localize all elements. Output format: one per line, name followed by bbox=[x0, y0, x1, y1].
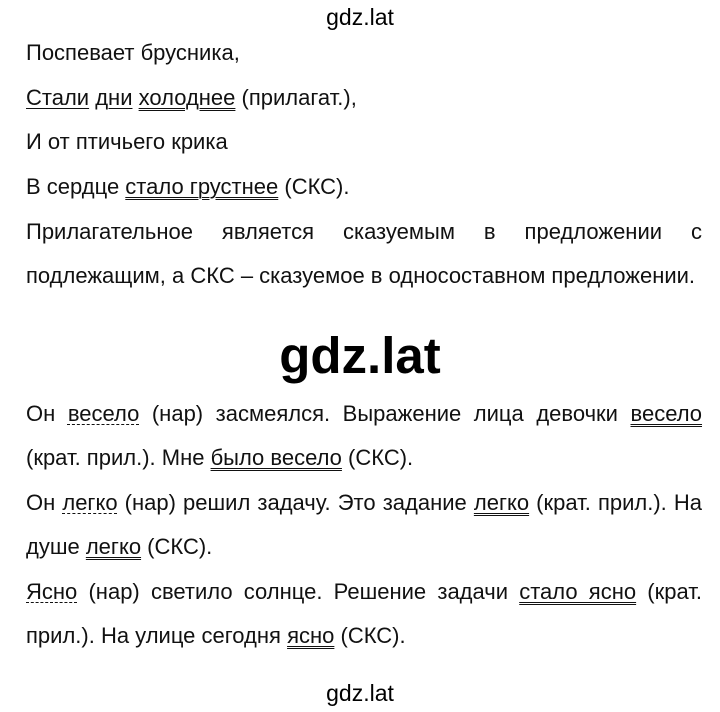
poem-line-2-note: (прилагат.), bbox=[235, 85, 357, 110]
predicate-phrase: было весело bbox=[210, 445, 342, 470]
poem-line-1: Поспевает брусника, bbox=[26, 40, 240, 65]
poem-line-2 bbox=[26, 85, 702, 111]
watermark-middle: gdz.lat bbox=[279, 327, 441, 384]
poem-line-4-note: (СКС). bbox=[278, 174, 350, 199]
text-segment: (нар) засмеялся. Выражение лица девочки bbox=[139, 401, 631, 426]
explanation-paragraph: Прилагательное является сказуемым в предложении с подлежащим, а СКС – сказуемое в односоставном предложении. bbox=[26, 219, 702, 288]
subject-word: дни bbox=[95, 85, 133, 110]
text-segment: (крат. прил.). Мне bbox=[26, 445, 211, 470]
text-segment: (нар) светило солнце. Решение задачи bbox=[77, 579, 520, 604]
predicate-word: легко bbox=[85, 534, 142, 559]
short-adjective-phrase: стало ясно bbox=[519, 579, 637, 604]
subject-word: Стали bbox=[26, 85, 90, 110]
adverb-word: весело bbox=[67, 401, 140, 426]
adverb-word: Ясно bbox=[26, 579, 78, 604]
watermark-bottom: gdz.lat bbox=[326, 680, 394, 706]
text-segment: (СКС). bbox=[334, 623, 406, 648]
text-segment: (крат. прил.). На улице сегодня bbox=[26, 579, 702, 648]
text-segment: (крат. прил.). На душе bbox=[26, 490, 703, 559]
text-segment: (нар) решил задачу. Это задание bbox=[117, 490, 474, 515]
watermark-top: gdz.lat bbox=[326, 4, 394, 30]
adverb-word: легко bbox=[62, 490, 118, 515]
example-paragraph-2 bbox=[26, 481, 702, 569]
poem-line-4 bbox=[26, 174, 702, 200]
short-adjective-word: весело bbox=[630, 401, 703, 426]
example-paragraph-3 bbox=[26, 570, 702, 658]
short-adjective-word: легко bbox=[473, 490, 530, 515]
predicate-phrase: стало грустнее bbox=[125, 174, 279, 199]
text-segment: (СКС). bbox=[341, 445, 414, 470]
text-segment: Он bbox=[26, 401, 68, 426]
example-paragraph-1 bbox=[26, 392, 702, 480]
text-segment: Он bbox=[26, 490, 63, 515]
text-segment: (СКС). bbox=[141, 534, 213, 559]
poem-line-3: И от птичьего крика bbox=[26, 129, 228, 154]
predicate-word: холоднее bbox=[138, 85, 236, 110]
predicate-word: ясно bbox=[287, 623, 335, 648]
poem-line-4-start: В сердце bbox=[26, 174, 126, 199]
